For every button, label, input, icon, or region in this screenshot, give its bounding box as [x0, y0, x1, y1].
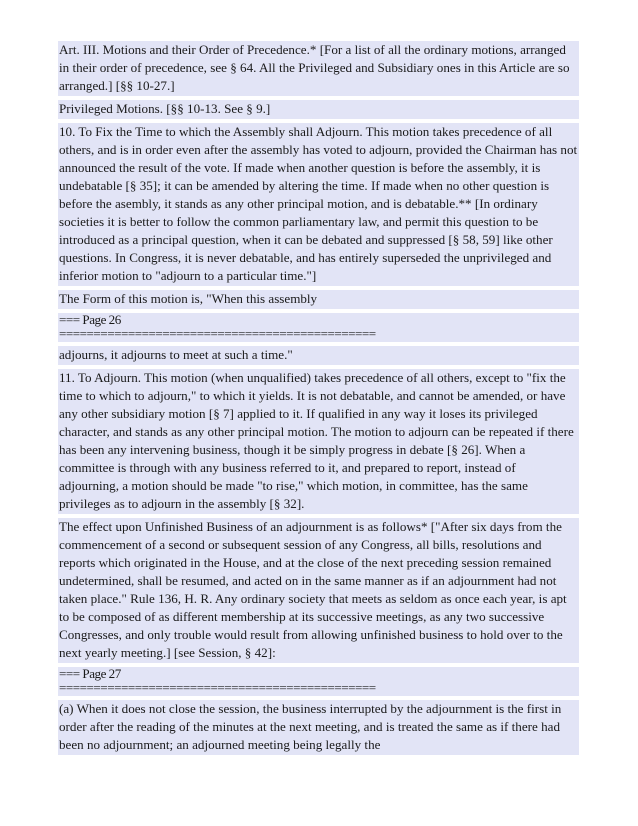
- text-column: [58, 41, 579, 759]
- section-10-paragraph: 10. To Fix the Time to which the Assembly shall Adjourn. This motion takes precedence of all others, and is in order even after the assembly has voted to adjourn, provided the Chairman has not announced the result of the vote. If made when another question is before the assembly, it is undebatable [§ 35]; it can be amended by altering the time. If made when no other question is before the asembly, it stands as any other principal motion, and is debatable.** [In ordinary societies it is better to follow the common parliamentary law, and permit this question to be introduced as a principal question, when it can be debated and suppressed [§ 58, 59] like other questions. In Congress, it is never debatable, and has entirely superseded the unprivileged and inferior motion to "adjourn to a particular time."]: [58, 123, 579, 286]
- article-heading-paragraph: Art. III. Motions and their Order of Precedence.* [For a list of all the ordinary motions, arranged in their order of precedence, see § 64. All the Privileged and Subsidiary ones in this Article are so arranged.] [§§ 10-27.]: [58, 41, 579, 96]
- page-27-marker: === Page 27 ==============================================: [58, 667, 579, 696]
- unfinished-business-paragraph: The effect upon Unfinished Business of an adjournment is as follows* ["After six days from the commencement of a second or subsequent session of any Congress, all bills, resolutions and reports which originated in the House, and at the close of the next preceding session remained undetermined, shall be resumed, and acted on in the same manner as if an adjournment had not taken place." Rule 136, H. R. Any ordinary society that meets as seldom as once each year, is apt to be composed of as different membership at its successive meetings, as any two successive Congresses, and only trouble would result from allowing unfinished business to hold over to the next yearly meeting.] [see Session, § 42]:: [58, 518, 579, 663]
- adjourns-continuation-paragraph: adjourns, it adjourns to meet at such a time.": [58, 346, 579, 365]
- form-of-motion-paragraph: The Form of this motion is, "When this assembly: [58, 290, 579, 309]
- privileged-motions-heading: Privileged Motions. [§§ 10-13. See § 9.]: [58, 100, 579, 119]
- clause-a-paragraph: (a) When it does not close the session, the business interrupted by the adjournment is the first in order after the reading of the minutes at the next meeting, and is treated the same as if there had been no adjournment; an adjourned meeting being legally the: [58, 700, 579, 755]
- page-26-marker: === Page 26 ==============================================: [58, 313, 579, 342]
- section-11-paragraph: 11. To Adjourn. This motion (when unqualified) takes precedence of all others, except to "fix the time to which to adjourn," to which it yields. It is not debatable, and cannot be amended, or have any other subsidiary motion [§ 7] applied to it. If qualified in any way it loses its privileged character, and stands as any other principal motion. The motion to adjourn can be repeated if there has been any intervening business, though it be simply progress in debate [§ 26]. When a committee is through with any business referred to it, and prepared to report, instead of adjourning, a motion should be made "to rise," which motion, in committee, has the same privileges as to adjourn in the assembly [§ 32].: [58, 369, 579, 514]
